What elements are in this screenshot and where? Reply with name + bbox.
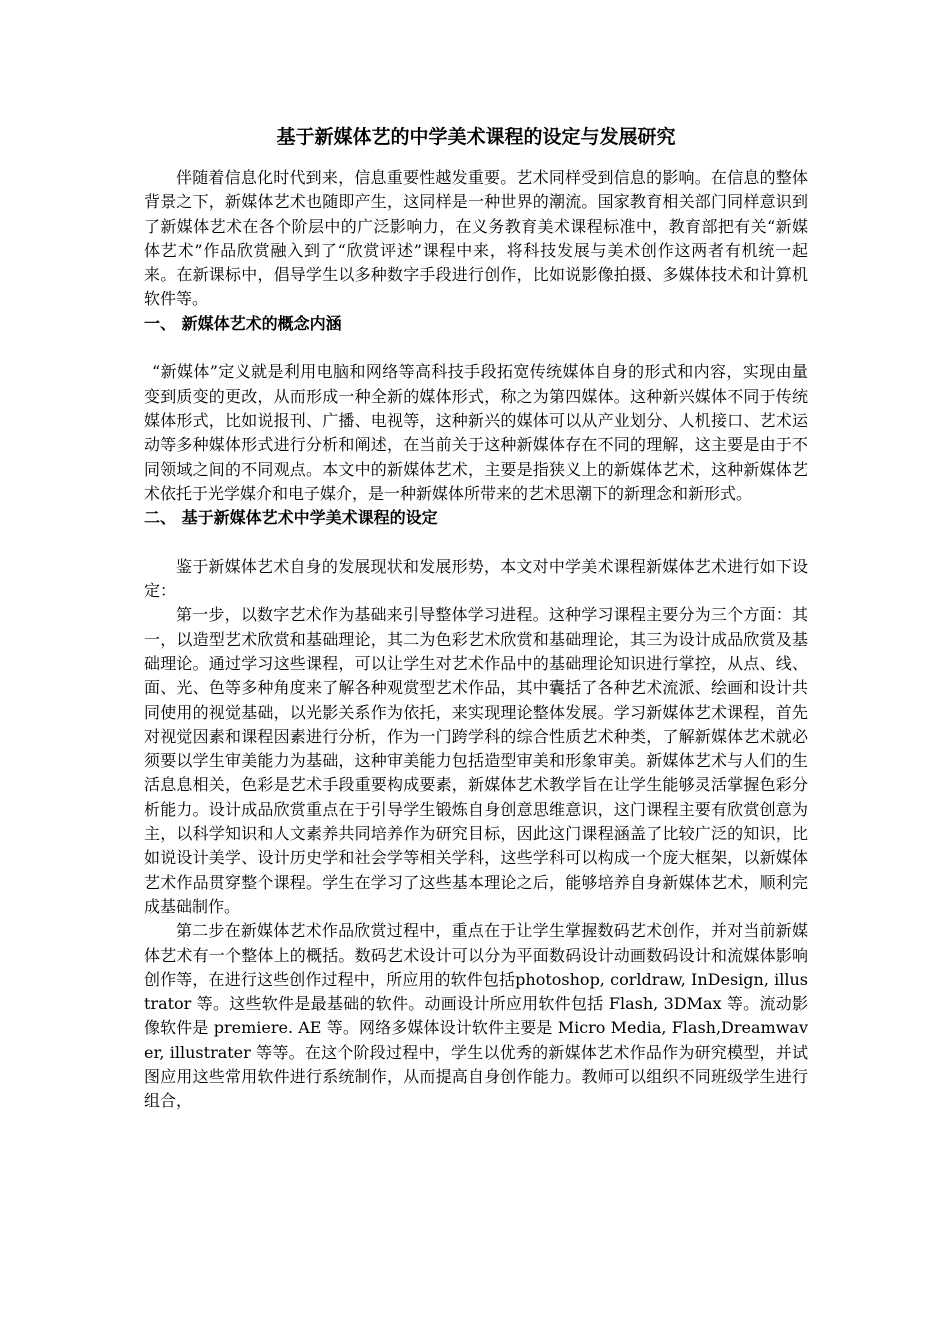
section-1-spacer: [144, 336, 808, 360]
section-2-spacer: [144, 530, 808, 554]
section-2-paragraph-3: 第二步在新媒体艺术作品欣赏过程中，重点在于让学生掌握数码艺术创作，并对当前新媒体艺术有一个整体上的概括。数码艺术设计可以分为平面数码设计动画数码设计和流媒体影响创作等，在进行这些创作过程中，所应用的软件包括photoshop, corldraw, InDesign, illustrator 等。这些软件是最基础的软件。动画设计所应用软件包括 Flash, 3DMax 等。流动影像软件是 premiere. AE 等。网络多媒体设计软件主要是 Micro Media, Flash,Dreamwaver, illustrater 等等。在这个阶段过程中，学生以优秀的新媒体艺术作品作为研究模型，并试图应用这些常用软件进行系统制作，从而提高自身创作能力。教师可以组织不同班级学生进行组合，: [144, 921, 808, 1111]
document-body: [144, 122, 808, 1114]
section-2-heading: 二、 基于新媒体艺术中学美术课程的设定: [144, 508, 438, 528]
section-2-paragraph-1: 鉴于新媒体艺术自身的发展现状和发展形势，本文对中学美术课程新媒体艺术进行如下设定：: [144, 556, 808, 601]
intro-paragraph: 伴随着信息化时代到来，信息重要性越发重要。艺术同样受到信息的影响。在信息的整体背景之下，新媒体艺术也随即产生，这同样是一种世界的潮流。国家教育相关部门同样意识到了新媒体艺术在各个阶层中的广泛影响力，在义务教育美术课程标准中，教育部把有关“新媒体艺术”作品欣赏融入到了“欣赏评述”课程中来，将科技发展与美术创作这两者有机统一起来。在新课标中，倡导学生以多种数字手段进行创作，比如说影像拍摄、多媒体技术和计算机软件等。: [144, 168, 808, 309]
section-2-paragraph-2: 第一步，以数字艺术作为基础来引导整体学习进程。这种学习课程主要分为三个方面：其一，以造型艺术欣赏和基础理论，其二为色彩艺术欣赏和基础理论，其三为设计成品欣赏及基础理论。通过学习这些课程，可以让学生对艺术作品中的基础理论知识进行掌控，从点、线、面、光、色等多种角度来了解各种观赏型艺术作品，其中囊括了各种艺术流派、绘画和设计共同使用的视觉基础，以光影关系作为依托，来实现理论整体发展。学习新媒体艺术课程，首先对视觉因素和课程因素进行分析，作为一门跨学科的综合性质艺术种类，了解新媒体艺术就必须要以学生审美能力为基础，这种审美能力包括造型审美和形象审美。新媒体艺术与人们的生活息息相关，色彩是艺术手段重要构成要素，新媒体艺术教学旨在让学生能够灵活掌握色彩分析能力。设计成品欣赏重点在于引导学生锻炼自身创意思维意识，这门课程主要有欣赏创意为主，以科学知识和人文素养共同培养作为研究目标，因此这门课程涵盖了比较广泛的知识，比如说设计美学、设计历史学和社会学等相关学科，这些学科可以构成一个庞大框架，以新媒体艺术作品贯穿整个课程。学生在学习了这些基本理论之后，能够培养自身新媒体艺术，顺利完成基础制作。: [144, 605, 808, 916]
document-title: 基于新媒体艺的中学美术课程的设定与发展研究: [276, 126, 676, 148]
section-1-paragraph: “新媒体”定义就是利用电脑和网络等高科技手段拓宽传统媒体自身的形式和内容，实现由量变到质变的更改，从而形成一种全新的媒体形式，称之为第四媒体。这种新兴媒体不同于传统媒体形式，比如说报刊、广播、电视等，这种新兴的媒体可以从产业划分、人机接口、艺术运动等多种媒体形式进行分析和阐述，在当前关于这种新媒体存在不同的理解，这主要是由于不同领域之间的不同观点。本文中的新媒体艺术，主要是指狭义上的新媒体艺术，这种新媒体艺术依托于光学媒介和电子媒介，是一种新媒体所带来的艺术思潮下的新理念和新形式。: [144, 362, 808, 503]
section-1-heading: 一、 新媒体艺术的概念内涵: [144, 313, 342, 333]
